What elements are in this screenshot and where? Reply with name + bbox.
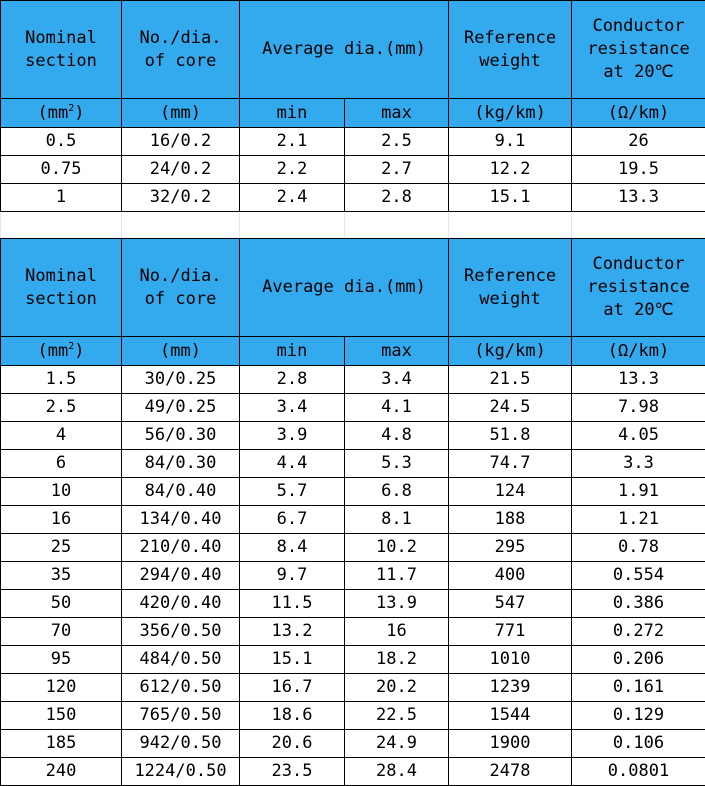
cell-resistance: 0.386 <box>572 590 705 618</box>
unit-row <box>1 99 705 128</box>
table-row <box>1 562 705 590</box>
cell-resistance: 7.98 <box>572 394 705 422</box>
cell-max: 2.5 <box>345 128 449 156</box>
cell-max: 2.7 <box>345 156 449 184</box>
cell-core: 30/0.25 <box>122 366 240 394</box>
nominal-unit-post: ) <box>74 103 84 123</box>
cell-weight: 2478 <box>449 758 572 786</box>
nominal-section-header <box>1 1 122 99</box>
core-line-1: No./dia. <box>122 27 239 50</box>
table-row <box>1 506 705 534</box>
nominal-unit-sup: 2 <box>68 341 74 352</box>
cell-min: 5.7 <box>240 478 345 506</box>
cell-min: 23.5 <box>240 758 345 786</box>
cell-min: 20.6 <box>240 730 345 758</box>
cell-max: 13.9 <box>345 590 449 618</box>
cell-resistance: 0.206 <box>572 646 705 674</box>
header-row-2 <box>1 239 705 337</box>
cell-weight: 124 <box>449 478 572 506</box>
table-row <box>1 730 705 758</box>
cell-section: 1.5 <box>1 366 122 394</box>
cell-weight: 771 <box>449 618 572 646</box>
cell-resistance: 13.3 <box>572 184 705 212</box>
cell-core: 56/0.30 <box>122 422 240 450</box>
cell-min: 9.7 <box>240 562 345 590</box>
cell-section: 70 <box>1 618 122 646</box>
nominal-unit <box>1 337 122 366</box>
separator-cell <box>572 212 705 239</box>
cell-section: 4 <box>1 422 122 450</box>
cell-section: 35 <box>1 562 122 590</box>
cell-section: 25 <box>1 534 122 562</box>
table-row <box>1 366 705 394</box>
cell-min: 2.8 <box>240 366 345 394</box>
table-row <box>1 674 705 702</box>
weight-unit: (kg/km) <box>449 337 572 366</box>
cell-weight: 400 <box>449 562 572 590</box>
separator-cell <box>449 212 572 239</box>
cell-weight: 295 <box>449 534 572 562</box>
cell-max: 3.4 <box>345 366 449 394</box>
cell-resistance: 13.3 <box>572 366 705 394</box>
weight-line-1: Reference <box>449 27 571 50</box>
nominal-unit-sup: 2 <box>68 103 74 114</box>
cell-core: 612/0.50 <box>122 674 240 702</box>
nominal-line-1: Nominal <box>1 265 121 288</box>
cell-max: 28.4 <box>345 758 449 786</box>
table-row <box>1 394 705 422</box>
weight-line-1: Reference <box>449 265 571 288</box>
cell-core: 942/0.50 <box>122 730 240 758</box>
separator-cell <box>345 212 449 239</box>
cell-weight: 9.1 <box>449 128 572 156</box>
table-row <box>1 184 705 212</box>
cell-section: 240 <box>1 758 122 786</box>
cell-max: 4.1 <box>345 394 449 422</box>
cell-section: 6 <box>1 450 122 478</box>
cell-weight: 1239 <box>449 674 572 702</box>
cell-section: 16 <box>1 506 122 534</box>
table-row <box>1 534 705 562</box>
cell-weight: 547 <box>449 590 572 618</box>
avg-dia-header: Average dia.(mm) <box>240 1 449 99</box>
cell-weight: 1900 <box>449 730 572 758</box>
cell-min: 13.2 <box>240 618 345 646</box>
table-row <box>1 646 705 674</box>
cell-resistance: 0.0801 <box>572 758 705 786</box>
cell-section: 185 <box>1 730 122 758</box>
avg-dia-header: Average dia.(mm) <box>240 239 449 337</box>
cell-min: 6.7 <box>240 506 345 534</box>
cell-section: 0.75 <box>1 156 122 184</box>
cell-weight: 51.8 <box>449 422 572 450</box>
cell-resistance: 0.106 <box>572 730 705 758</box>
resistance-line-2: resistance <box>572 38 705 61</box>
min-header: min <box>240 99 345 128</box>
cell-max: 10.2 <box>345 534 449 562</box>
max-header: max <box>345 99 449 128</box>
resistance-unit: (Ω/km) <box>572 337 705 366</box>
table-row <box>1 128 705 156</box>
core-line-1: No./dia. <box>122 265 239 288</box>
cell-core: 210/0.40 <box>122 534 240 562</box>
cell-resistance: 4.05 <box>572 422 705 450</box>
min-header: min <box>240 337 345 366</box>
cell-weight: 188 <box>449 506 572 534</box>
cell-max: 18.2 <box>345 646 449 674</box>
separator-cell <box>1 212 122 239</box>
cell-max: 2.8 <box>345 184 449 212</box>
cell-weight: 74.7 <box>449 450 572 478</box>
cell-min: 11.5 <box>240 590 345 618</box>
separator-cell <box>122 212 240 239</box>
cell-resistance: 1.91 <box>572 478 705 506</box>
cell-min: 16.7 <box>240 674 345 702</box>
header-row <box>1 1 705 99</box>
weight-line-2: weight <box>449 288 571 311</box>
cell-weight: 1010 <box>449 646 572 674</box>
nominal-unit <box>1 99 122 128</box>
cell-section: 150 <box>1 702 122 730</box>
cell-weight: 12.2 <box>449 156 572 184</box>
weight-header <box>449 239 572 337</box>
resistance-header <box>572 1 705 99</box>
cell-max: 8.1 <box>345 506 449 534</box>
max-header: max <box>345 337 449 366</box>
resistance-header <box>572 239 705 337</box>
weight-line-2: weight <box>449 50 571 73</box>
cell-section: 10 <box>1 478 122 506</box>
unit-row-2 <box>1 337 705 366</box>
cell-section: 50 <box>1 590 122 618</box>
cell-core: 765/0.50 <box>122 702 240 730</box>
core-header <box>122 1 240 99</box>
cell-core: 420/0.40 <box>122 590 240 618</box>
cell-section: 95 <box>1 646 122 674</box>
table-row <box>1 422 705 450</box>
cell-min: 2.1 <box>240 128 345 156</box>
cell-core: 134/0.40 <box>122 506 240 534</box>
cell-core: 84/0.40 <box>122 478 240 506</box>
cell-weight: 21.5 <box>449 366 572 394</box>
cell-section: 2.5 <box>1 394 122 422</box>
cell-resistance: 0.272 <box>572 618 705 646</box>
cell-max: 6.8 <box>345 478 449 506</box>
separator-row <box>1 212 705 239</box>
cell-max: 16 <box>345 618 449 646</box>
table-row <box>1 702 705 730</box>
cell-min: 2.4 <box>240 184 345 212</box>
table-row <box>1 450 705 478</box>
cell-core: 294/0.40 <box>122 562 240 590</box>
cell-core: 356/0.50 <box>122 618 240 646</box>
cell-min: 15.1 <box>240 646 345 674</box>
table-row <box>1 590 705 618</box>
cell-core: 24/0.2 <box>122 156 240 184</box>
nominal-line-2: section <box>1 50 121 73</box>
cell-max: 24.9 <box>345 730 449 758</box>
core-line-2: of core <box>122 50 239 73</box>
cell-core: 484/0.50 <box>122 646 240 674</box>
cell-resistance: 0.129 <box>572 702 705 730</box>
cell-resistance: 1.21 <box>572 506 705 534</box>
cell-resistance: 0.78 <box>572 534 705 562</box>
core-line-2: of core <box>122 288 239 311</box>
cell-max: 4.8 <box>345 422 449 450</box>
cell-section: 1 <box>1 184 122 212</box>
table-body <box>1 1 705 786</box>
separator-cell <box>240 212 345 239</box>
table-row <box>1 156 705 184</box>
cell-max: 20.2 <box>345 674 449 702</box>
cell-resistance: 3.3 <box>572 450 705 478</box>
cell-core: 16/0.2 <box>122 128 240 156</box>
table-row <box>1 478 705 506</box>
cell-weight: 15.1 <box>449 184 572 212</box>
cell-min: 2.2 <box>240 156 345 184</box>
weight-unit: (kg/km) <box>449 99 572 128</box>
weight-header <box>449 1 572 99</box>
resistance-unit: (Ω/km) <box>572 99 705 128</box>
resistance-line-1: Conductor <box>572 15 705 38</box>
cell-min: 18.6 <box>240 702 345 730</box>
table-row <box>1 618 705 646</box>
cell-section: 0.5 <box>1 128 122 156</box>
core-unit: (mm) <box>122 99 240 128</box>
nominal-section-header <box>1 239 122 337</box>
resistance-line-3: at 20℃ <box>572 61 705 84</box>
cell-max: 5.3 <box>345 450 449 478</box>
cell-core: 1224/0.50 <box>122 758 240 786</box>
resistance-line-3: at 20℃ <box>572 299 705 322</box>
cell-core: 84/0.30 <box>122 450 240 478</box>
cell-resistance: 26 <box>572 128 705 156</box>
nominal-line-2: section <box>1 288 121 311</box>
cell-core: 32/0.2 <box>122 184 240 212</box>
cell-min: 4.4 <box>240 450 345 478</box>
cell-min: 8.4 <box>240 534 345 562</box>
nominal-unit-pre: (mm <box>38 341 69 361</box>
cell-min: 3.9 <box>240 422 345 450</box>
cell-section: 120 <box>1 674 122 702</box>
cell-max: 11.7 <box>345 562 449 590</box>
cell-resistance: 0.554 <box>572 562 705 590</box>
cell-weight: 24.5 <box>449 394 572 422</box>
core-unit: (mm) <box>122 337 240 366</box>
cell-min: 3.4 <box>240 394 345 422</box>
resistance-line-2: resistance <box>572 276 705 299</box>
cell-resistance: 19.5 <box>572 156 705 184</box>
cell-max: 22.5 <box>345 702 449 730</box>
nominal-line-1: Nominal <box>1 27 121 50</box>
core-header <box>122 239 240 337</box>
cell-core: 49/0.25 <box>122 394 240 422</box>
cell-resistance: 0.161 <box>572 674 705 702</box>
nominal-unit-post: ) <box>74 341 84 361</box>
cell-weight: 1544 <box>449 702 572 730</box>
nominal-unit-pre: (mm <box>38 103 69 123</box>
resistance-line-1: Conductor <box>572 253 705 276</box>
